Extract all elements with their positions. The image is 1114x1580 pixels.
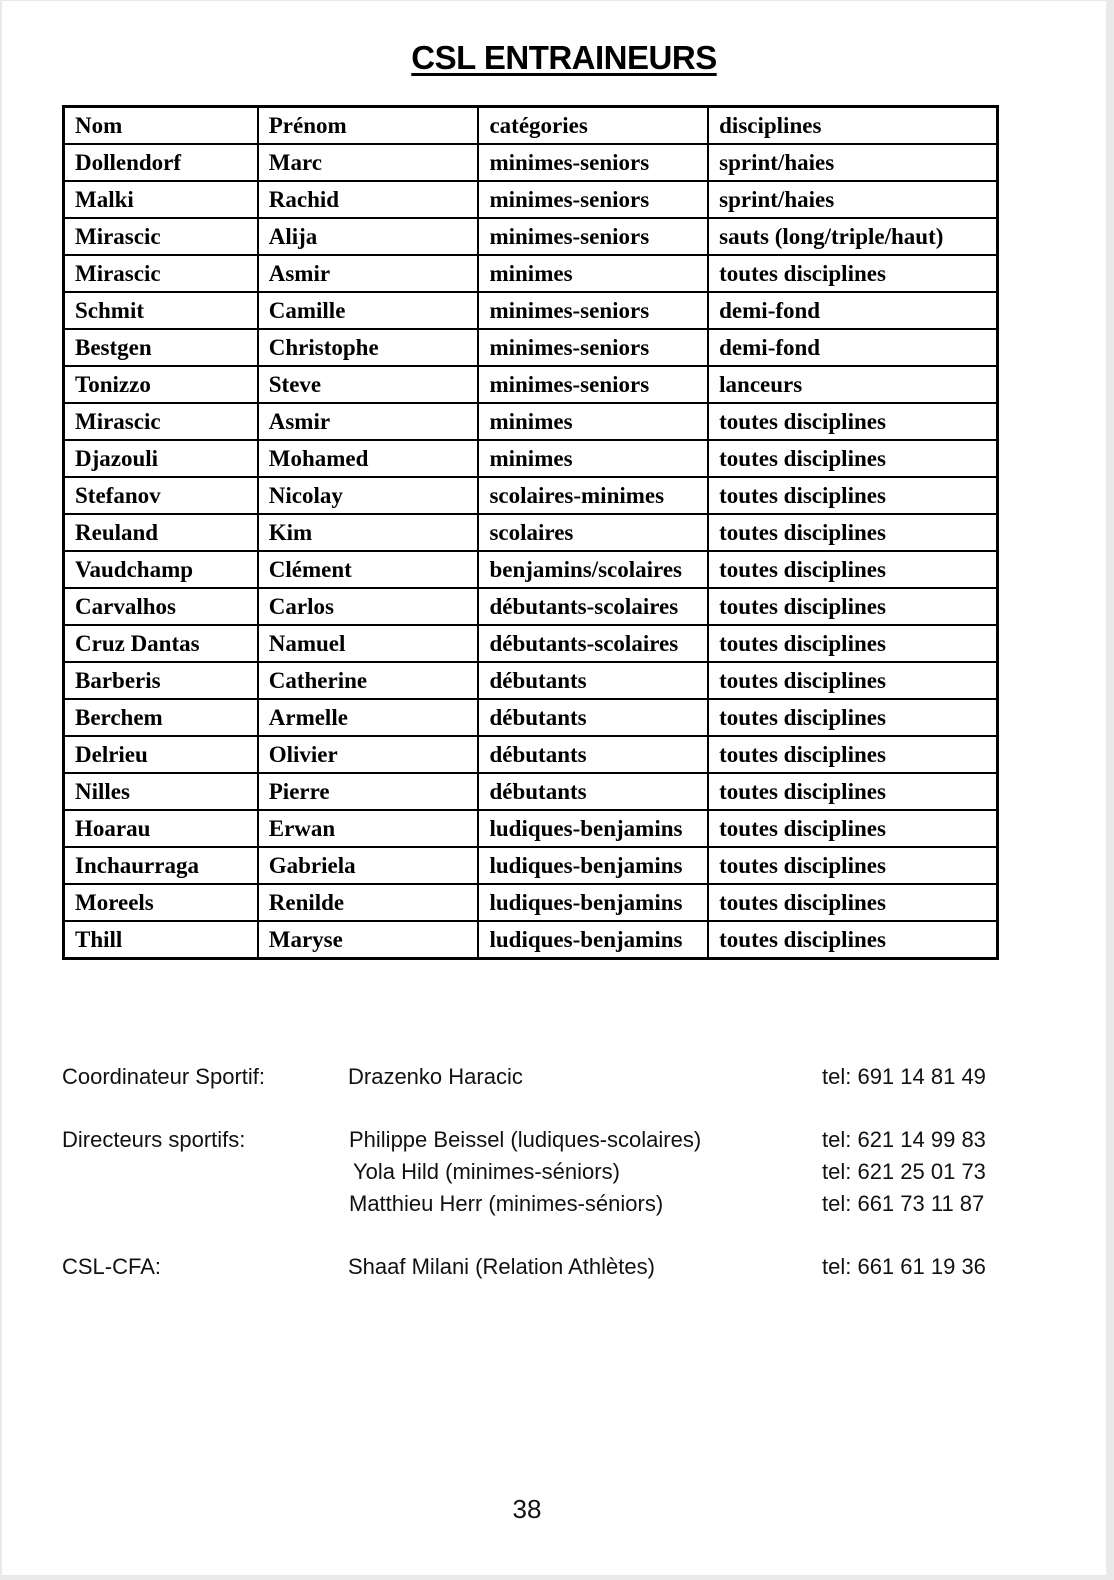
cell-prenom: Marc — [258, 144, 479, 181]
cell-discipline: toutes disciplines — [708, 255, 997, 292]
cell-discipline: toutes disciplines — [708, 884, 997, 921]
cell-prenom: Mohamed — [258, 440, 479, 477]
cell-discipline: toutes disciplines — [708, 699, 997, 736]
cell-nom: Cruz Dantas — [64, 625, 258, 662]
cell-discipline: toutes disciplines — [708, 773, 997, 810]
cell-discipline: sauts (long/triple/haut) — [708, 218, 997, 255]
cell-nom: Dollendorf — [64, 144, 258, 181]
cell-nom: Moreels — [64, 884, 258, 921]
cell-prenom: Asmir — [258, 403, 479, 440]
table-row — [64, 810, 998, 847]
cell-discipline: toutes disciplines — [708, 551, 997, 588]
coordinator-tel: tel: 691 14 81 49 — [822, 1064, 986, 1089]
cell-nom: Mirascic — [64, 403, 258, 440]
cell-prenom: Renilde — [258, 884, 479, 921]
cell-nom: Hoarau — [64, 810, 258, 847]
table-header-row — [64, 107, 998, 145]
table-row — [64, 514, 998, 551]
director-name: Matthieu Herr (minimes-séniors) — [349, 1191, 664, 1216]
cell-prenom: Kim — [258, 514, 479, 551]
cell-prenom: Christophe — [258, 329, 479, 366]
page-title: CSL ENTRAINEURS — [411, 39, 717, 76]
table-row — [64, 366, 998, 403]
cell-nom: Tonizzo — [64, 366, 258, 403]
table-row — [64, 625, 998, 662]
table-row — [64, 884, 998, 921]
cell-nom: Thill — [64, 921, 258, 959]
cell-prenom: Gabriela — [258, 847, 479, 884]
director-tel: tel: 661 73 11 87 — [822, 1191, 985, 1216]
cell-discipline: toutes disciplines — [708, 440, 997, 477]
cell-discipline: sprint/haies — [708, 144, 997, 181]
cell-prenom: Nicolay — [258, 477, 479, 514]
cell-nom: Inchaurraga — [64, 847, 258, 884]
cell-nom: Nilles — [64, 773, 258, 810]
cell-prenom: Erwan — [258, 810, 479, 847]
cell-prenom: Rachid — [258, 181, 479, 218]
cell-nom: Djazouli — [64, 440, 258, 477]
cell-discipline: demi-fond — [708, 292, 997, 329]
cell-nom: Bestgen — [64, 329, 258, 366]
cell-categorie: débutants-scolaires — [478, 625, 708, 662]
cell-discipline: lanceurs — [708, 366, 997, 403]
cell-nom: Barberis — [64, 662, 258, 699]
cell-nom: Vaudchamp — [64, 551, 258, 588]
director-row — [62, 1124, 1022, 1156]
table-row — [64, 181, 998, 218]
table-row — [64, 477, 998, 514]
header-disciplines: disciplines — [708, 107, 997, 145]
table-row — [64, 292, 998, 329]
cell-nom: Reuland — [64, 514, 258, 551]
table-row — [64, 736, 998, 773]
header-prenom: Prénom — [258, 107, 479, 145]
cell-categorie: débutants — [478, 699, 708, 736]
cell-categorie: ludiques-benjamins — [478, 847, 708, 884]
table-row — [64, 403, 998, 440]
coordinator-label: Coordinateur Sportif: — [62, 1064, 265, 1089]
cell-discipline: toutes disciplines — [708, 514, 997, 551]
cell-prenom: Namuel — [258, 625, 479, 662]
cell-prenom: Alija — [258, 218, 479, 255]
cell-categorie: débutants — [478, 773, 708, 810]
contacts-section — [62, 1061, 1022, 1283]
cell-discipline: sprint/haies — [708, 181, 997, 218]
cell-categorie: débutants — [478, 662, 708, 699]
table-row — [64, 588, 998, 625]
director-name: Philippe Beissel (ludiques-scolaires) — [349, 1127, 702, 1152]
cell-discipline: toutes disciplines — [708, 847, 997, 884]
cell-discipline: toutes disciplines — [708, 625, 997, 662]
cell-categorie: minimes-seniors — [478, 329, 708, 366]
cell-categorie: scolaires — [478, 514, 708, 551]
cell-categorie: minimes-seniors — [478, 218, 708, 255]
table-row — [64, 773, 998, 810]
cell-prenom: Pierre — [258, 773, 479, 810]
cell-categorie: minimes-seniors — [478, 181, 708, 218]
cell-categorie: minimes — [478, 440, 708, 477]
cell-categorie: ludiques-benjamins — [478, 921, 708, 959]
cell-discipline: toutes disciplines — [708, 477, 997, 514]
cfa-tel: tel: 661 61 19 36 — [822, 1254, 986, 1279]
cell-prenom: Catherine — [258, 662, 479, 699]
cell-nom: Berchem — [64, 699, 258, 736]
table-body — [64, 144, 998, 959]
cell-prenom: Asmir — [258, 255, 479, 292]
coaches-table — [62, 105, 999, 960]
cell-prenom: Olivier — [258, 736, 479, 773]
cell-nom: Carvalhos — [64, 588, 258, 625]
table-row — [64, 847, 998, 884]
cfa-label: CSL-CFA: — [62, 1254, 162, 1279]
director-tel: tel: 621 14 99 83 — [822, 1127, 986, 1152]
cell-prenom: Armelle — [258, 699, 479, 736]
table-row — [64, 921, 998, 959]
cell-prenom: Carlos — [258, 588, 479, 625]
table-row — [64, 218, 998, 255]
cell-categorie: ludiques-benjamins — [478, 810, 708, 847]
cell-prenom: Maryse — [258, 921, 479, 959]
cell-categorie: minimes — [478, 403, 708, 440]
director-row — [62, 1156, 1022, 1188]
cell-nom: Schmit — [64, 292, 258, 329]
header-categories: catégories — [478, 107, 708, 145]
cell-categorie: débutants-scolaires — [478, 588, 708, 625]
cell-nom: Mirascic — [64, 218, 258, 255]
directors-label: Directeurs sportifs: — [62, 1127, 246, 1152]
cell-discipline: toutes disciplines — [708, 810, 997, 847]
cell-categorie: minimes — [478, 255, 708, 292]
page-number: 38 — [512, 1494, 542, 1524]
cell-categorie: scolaires-minimes — [478, 477, 708, 514]
table-row — [64, 662, 998, 699]
cell-categorie: débutants — [478, 736, 708, 773]
cell-categorie: minimes-seniors — [478, 292, 708, 329]
cell-categorie: minimes-seniors — [478, 144, 708, 181]
director-name: Yola Hild (minimes-séniors) — [353, 1159, 620, 1184]
cell-prenom: Camille — [258, 292, 479, 329]
director-tel: tel: 621 25 01 73 — [822, 1159, 986, 1184]
table-row — [64, 255, 998, 292]
table-row — [64, 551, 998, 588]
cfa-name: Shaaf Milani (Relation Athlètes) — [348, 1254, 655, 1279]
director-row — [62, 1188, 1022, 1220]
cell-discipline: toutes disciplines — [708, 662, 997, 699]
cell-categorie: ludiques-benjamins — [478, 884, 708, 921]
cell-nom: Malki — [64, 181, 258, 218]
cell-categorie: minimes-seniors — [478, 366, 708, 403]
cell-discipline: toutes disciplines — [708, 588, 997, 625]
table-row — [64, 699, 998, 736]
table-row — [64, 329, 998, 366]
document-page — [2, 1, 1106, 1575]
cell-nom: Mirascic — [64, 255, 258, 292]
cell-nom: Delrieu — [64, 736, 258, 773]
cell-discipline: toutes disciplines — [708, 736, 997, 773]
cell-categorie: benjamins/scolaires — [478, 551, 708, 588]
cfa-row — [62, 1251, 1022, 1283]
coordinator-name: Drazenko Haracic — [348, 1064, 523, 1089]
header-nom: Nom — [64, 107, 258, 145]
cell-nom: Stefanov — [64, 477, 258, 514]
cell-prenom: Clément — [258, 551, 479, 588]
cell-discipline: toutes disciplines — [708, 921, 997, 959]
coordinator-row — [62, 1061, 1022, 1093]
table-row — [64, 440, 998, 477]
table-row — [64, 144, 998, 181]
cell-discipline: toutes disciplines — [708, 403, 997, 440]
cell-discipline: demi-fond — [708, 329, 997, 366]
cell-prenom: Steve — [258, 366, 479, 403]
